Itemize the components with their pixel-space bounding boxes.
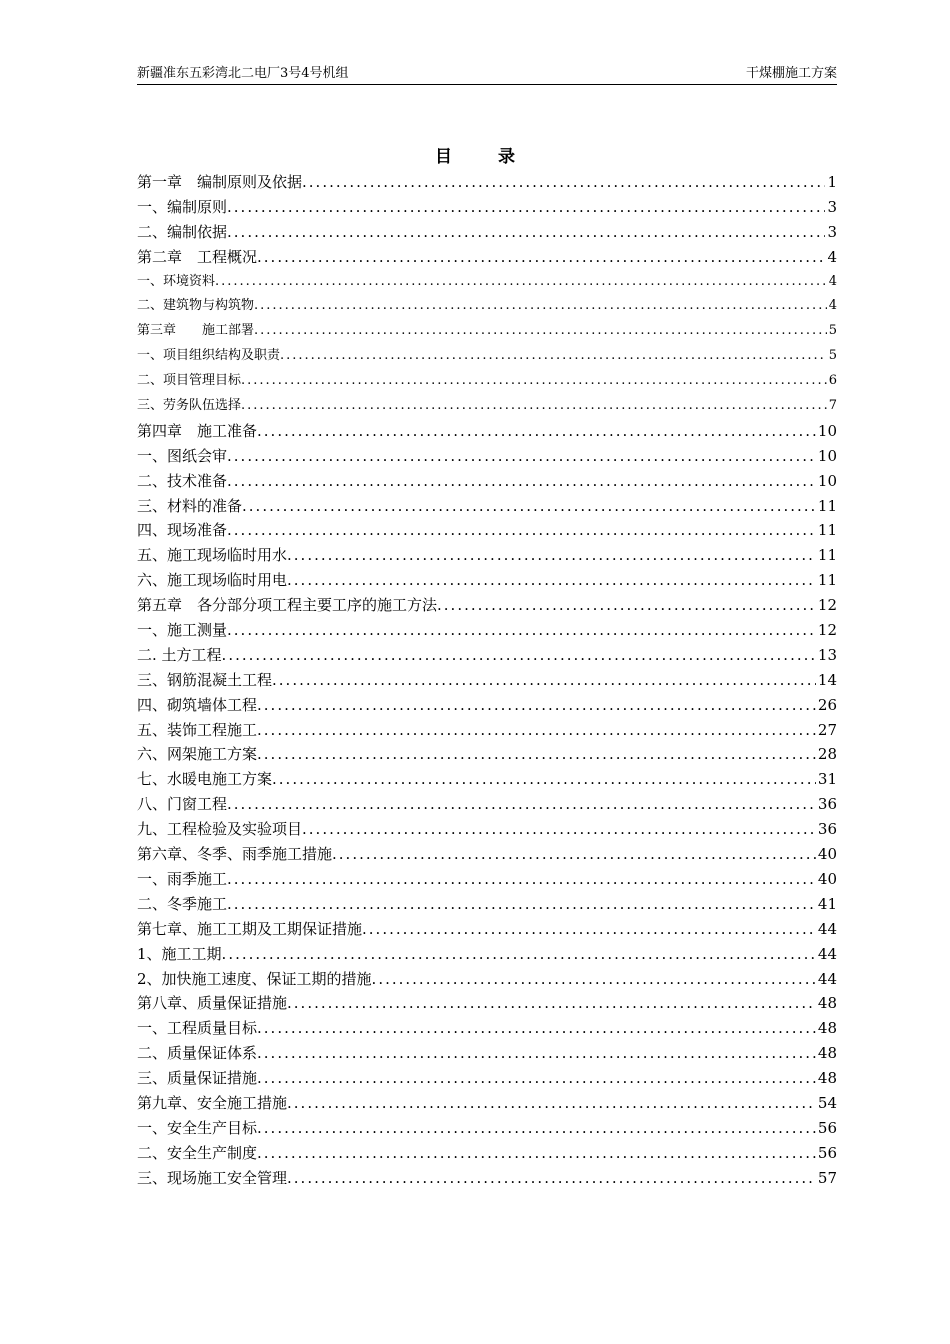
toc-page-number: 48 bbox=[817, 1019, 837, 1038]
toc-entry-label: 一、安全生产目标 bbox=[137, 1118, 258, 1137]
toc-entry[interactable] bbox=[137, 1116, 837, 1141]
toc-page-number: 1 bbox=[827, 173, 837, 191]
toc-dot-leader bbox=[241, 369, 827, 394]
toc-entry-label: 第二章 工程概况 bbox=[137, 247, 258, 266]
toc-entry-label: 一、编制原则 bbox=[137, 197, 228, 216]
toc-entry[interactable] bbox=[137, 817, 837, 842]
toc-entry-label: 四、现场准备 bbox=[137, 521, 228, 540]
toc-title: 目 录 bbox=[435, 147, 535, 167]
toc-entry[interactable] bbox=[137, 842, 837, 867]
toc-dot-leader bbox=[302, 170, 825, 195]
toc-dot-leader bbox=[227, 618, 816, 643]
toc-entry-label: 2、加快施工速度、保证工期的措施 bbox=[137, 969, 372, 988]
toc-page-number: 48 bbox=[817, 994, 837, 1013]
toc-page-number: 12 bbox=[817, 621, 837, 640]
toc-dot-leader bbox=[227, 892, 816, 917]
toc-dot-leader bbox=[362, 917, 816, 942]
toc-page-number: 54 bbox=[817, 1093, 837, 1112]
toc-dot-leader bbox=[257, 718, 816, 743]
toc-page-number: 11 bbox=[817, 496, 837, 515]
toc-entry[interactable] bbox=[137, 1041, 837, 1066]
toc-entry-label: 第三章 施工部署 bbox=[137, 323, 255, 339]
toc-entry-label: 1、施工工期 bbox=[137, 944, 222, 963]
toc-entry[interactable] bbox=[137, 668, 837, 693]
toc-entry-label: 五、装饰工程施工 bbox=[137, 720, 258, 739]
toc-entry[interactable] bbox=[137, 1166, 837, 1191]
toc-entry-label: 第六章、冬季、雨季施工措施 bbox=[137, 845, 333, 864]
toc-entry[interactable] bbox=[137, 967, 837, 992]
header-document-title: 干煤棚施工方案 bbox=[745, 66, 837, 81]
toc-page-number: 36 bbox=[817, 820, 837, 839]
toc-page-number: 44 bbox=[817, 919, 837, 938]
toc-dot-leader bbox=[257, 1041, 816, 1066]
toc-entry-label: 第七章、施工工期及工期保证措施 bbox=[137, 919, 363, 938]
toc-dot-leader bbox=[227, 518, 816, 543]
toc-entry[interactable] bbox=[137, 518, 837, 543]
toc-page-number: 56 bbox=[817, 1118, 837, 1137]
toc-dot-leader bbox=[287, 1091, 816, 1116]
toc-page-number: 6 bbox=[828, 373, 837, 389]
toc-dot-leader bbox=[287, 568, 816, 593]
toc-page-number: 36 bbox=[817, 795, 837, 814]
toc-page-number: 13 bbox=[817, 645, 837, 664]
toc-entry-label: 五、施工现场临时用水 bbox=[137, 546, 288, 565]
toc-entry[interactable] bbox=[137, 767, 837, 792]
toc-dot-leader bbox=[241, 394, 827, 419]
toc-page-number: 4 bbox=[828, 298, 837, 314]
toc-page-number: 12 bbox=[817, 596, 837, 615]
toc-dot-leader bbox=[302, 817, 816, 842]
toc-entry-label: 一、图纸会审 bbox=[137, 446, 228, 465]
toc-dot-leader bbox=[222, 643, 816, 668]
toc-page-number: 3 bbox=[827, 197, 837, 216]
toc-dot-leader bbox=[227, 469, 816, 494]
toc-entry[interactable] bbox=[137, 494, 837, 519]
toc-page-number: 11 bbox=[817, 571, 837, 590]
toc-entry-label: 二、质量保证体系 bbox=[137, 1044, 258, 1063]
toc-entry[interactable] bbox=[137, 195, 837, 220]
toc-page-number: 44 bbox=[817, 944, 837, 963]
toc-entry-label: 七、水暖电施工方案 bbox=[137, 770, 273, 789]
toc-entry[interactable] bbox=[137, 245, 837, 270]
toc-entry-label: 二、项目管理目标 bbox=[137, 373, 242, 389]
toc-entry-label: 一、施工测量 bbox=[137, 621, 228, 640]
toc-entry[interactable] bbox=[137, 270, 837, 295]
toc-entry-label: 二、建筑物与构筑物 bbox=[137, 298, 255, 314]
toc-dot-leader bbox=[227, 792, 816, 817]
toc-page-number: 28 bbox=[817, 745, 837, 764]
toc-dot-leader bbox=[227, 444, 816, 469]
toc-page-number: 40 bbox=[817, 869, 837, 888]
toc-entry[interactable] bbox=[137, 444, 837, 469]
toc-entry-label: 第八章、质量保证措施 bbox=[137, 994, 288, 1013]
toc-page-number: 3 bbox=[827, 222, 837, 241]
toc-dot-leader bbox=[254, 294, 827, 319]
toc-entry-label: 三、质量保证措施 bbox=[137, 1069, 258, 1088]
toc-dot-leader bbox=[254, 319, 827, 344]
toc-dot-leader bbox=[287, 543, 816, 568]
toc-entry[interactable] bbox=[137, 568, 837, 593]
toc-entry-label: 第一章 编制原则及依据 bbox=[137, 173, 303, 191]
toc-dot-leader bbox=[227, 195, 825, 220]
toc-dot-leader bbox=[257, 1016, 816, 1041]
toc-dot-leader bbox=[222, 942, 816, 967]
toc-page-number: 10 bbox=[817, 446, 837, 465]
toc-page-number: 44 bbox=[817, 969, 837, 988]
toc-dot-leader bbox=[215, 270, 827, 295]
toc-entry[interactable] bbox=[137, 294, 837, 319]
toc-entry[interactable] bbox=[137, 892, 837, 917]
toc-dot-leader bbox=[257, 419, 816, 444]
toc-page-number: 26 bbox=[817, 695, 837, 714]
toc-entry-label: 一、环境资料 bbox=[137, 273, 216, 289]
toc-entry-label: 九、工程检验及实验项目 bbox=[137, 820, 303, 839]
toc-entry[interactable] bbox=[137, 220, 837, 245]
toc-entry-label: 二、技术准备 bbox=[137, 471, 228, 490]
toc-entry[interactable] bbox=[137, 942, 837, 967]
toc-entry[interactable] bbox=[137, 742, 837, 767]
toc-entry-label: 六、网架施工方案 bbox=[137, 745, 258, 764]
toc-entry[interactable] bbox=[137, 1016, 837, 1041]
toc-dot-leader bbox=[257, 693, 816, 718]
toc-entry-label: 一、雨季施工 bbox=[137, 869, 228, 888]
toc-entry-label: 二、冬季施工 bbox=[137, 894, 228, 913]
toc-entry[interactable] bbox=[137, 618, 837, 643]
toc-dot-leader bbox=[242, 494, 816, 519]
toc-dot-leader bbox=[272, 668, 816, 693]
toc-entry-label: 第五章 各分部分项工程主要工序的施工方法 bbox=[137, 596, 438, 615]
toc-page-number: 14 bbox=[817, 670, 837, 689]
toc-entry[interactable] bbox=[137, 991, 837, 1016]
toc-entry-label: 三、材料的准备 bbox=[137, 496, 243, 515]
toc-dot-leader bbox=[257, 1141, 816, 1166]
toc-dot-leader bbox=[227, 220, 825, 245]
toc-page-number: 10 bbox=[817, 471, 837, 490]
toc-entry[interactable] bbox=[137, 693, 837, 718]
toc-entry-label: 三、劳务队伍选择 bbox=[137, 398, 242, 414]
toc-entry[interactable] bbox=[137, 319, 837, 344]
toc-entry[interactable] bbox=[137, 1141, 837, 1166]
toc-entry[interactable] bbox=[137, 867, 837, 892]
toc-page-number: 5 bbox=[828, 323, 837, 339]
toc-entry-label: 第九章、安全施工措施 bbox=[137, 1093, 288, 1112]
toc-page-number: 11 bbox=[817, 546, 837, 565]
toc-entry-label: 第四章 施工准备 bbox=[137, 421, 258, 440]
toc-page-number: 56 bbox=[817, 1143, 837, 1162]
toc-page-number: 5 bbox=[828, 348, 837, 364]
toc-entry-label: 三、现场施工安全管理 bbox=[137, 1168, 288, 1187]
toc-dot-leader bbox=[227, 867, 816, 892]
toc-entry[interactable] bbox=[137, 792, 837, 817]
toc-entry-label: 二. 土方工程 bbox=[137, 645, 222, 664]
header-project-name: 新疆准东五彩湾北二电厂3号4号机组 bbox=[137, 66, 349, 81]
toc-page-number: 11 bbox=[817, 521, 837, 540]
toc-entry[interactable] bbox=[137, 917, 837, 942]
toc-page-number: 4 bbox=[827, 247, 837, 266]
toc-dot-leader bbox=[257, 1116, 816, 1141]
toc-dot-leader bbox=[437, 593, 816, 618]
toc-entry[interactable] bbox=[137, 643, 837, 668]
toc-entry[interactable] bbox=[137, 394, 837, 419]
toc-page-number: 4 bbox=[828, 273, 837, 289]
toc-dot-leader bbox=[272, 767, 816, 792]
toc-page-number: 48 bbox=[817, 1044, 837, 1063]
toc-dot-leader bbox=[257, 245, 825, 270]
page-header bbox=[137, 64, 837, 85]
toc-dot-leader bbox=[332, 842, 816, 867]
toc-entry-label: 三、钢筋混凝土工程 bbox=[137, 670, 273, 689]
toc-entry[interactable] bbox=[137, 369, 837, 394]
toc-dot-leader bbox=[287, 991, 816, 1016]
toc-entry[interactable] bbox=[137, 419, 837, 444]
toc-dot-leader bbox=[280, 344, 827, 369]
toc-page-number: 27 bbox=[817, 720, 837, 739]
toc-entry[interactable] bbox=[137, 543, 837, 568]
toc-entry-label: 八、门窗工程 bbox=[137, 795, 228, 814]
toc-entry-label: 一、工程质量目标 bbox=[137, 1019, 258, 1038]
toc-entry[interactable] bbox=[137, 469, 837, 494]
toc-entry[interactable] bbox=[137, 1066, 837, 1091]
toc-dot-leader bbox=[257, 742, 816, 767]
toc-entry-label: 四、砌筑墙体工程 bbox=[137, 695, 258, 714]
toc-page-number: 10 bbox=[817, 421, 837, 440]
toc-dot-leader bbox=[372, 967, 816, 992]
toc-dot-leader bbox=[257, 1066, 816, 1091]
toc-entry-label: 一、项目组织结构及职责 bbox=[137, 348, 281, 364]
toc-dot-leader bbox=[287, 1166, 816, 1191]
toc-entry[interactable] bbox=[137, 593, 837, 618]
toc-entry-label: 二、安全生产制度 bbox=[137, 1143, 258, 1162]
toc-page-number: 57 bbox=[817, 1168, 837, 1187]
toc-page-number: 40 bbox=[817, 845, 837, 864]
table-of-contents bbox=[137, 170, 837, 1191]
toc-entry[interactable] bbox=[137, 1091, 837, 1116]
toc-entry[interactable] bbox=[137, 344, 837, 369]
toc-page-number: 48 bbox=[817, 1069, 837, 1088]
toc-entry-label: 二、编制依据 bbox=[137, 222, 228, 241]
toc-entry[interactable] bbox=[137, 718, 837, 743]
toc-page-number: 31 bbox=[817, 770, 837, 789]
toc-entry-label: 六、施工现场临时用电 bbox=[137, 571, 288, 590]
toc-page-number: 7 bbox=[828, 398, 837, 414]
toc-page-number: 41 bbox=[817, 894, 837, 913]
toc-entry[interactable] bbox=[137, 170, 837, 195]
